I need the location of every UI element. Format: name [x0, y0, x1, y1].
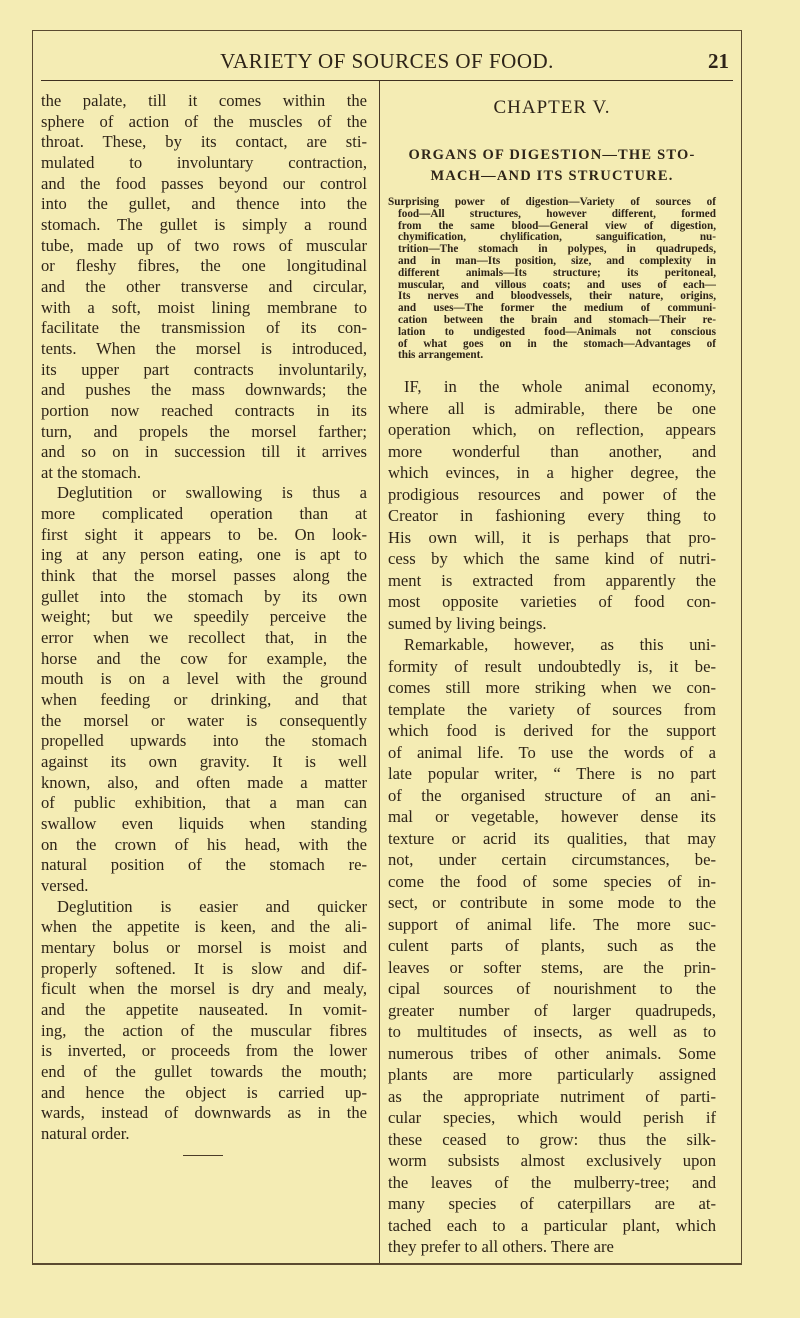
right-body: [388, 376, 716, 1258]
subheading-line: ORGANS OF DIGESTION—THE STO-: [408, 147, 696, 163]
summary-line: different animals—Its structure; its peritoneal,: [398, 266, 716, 279]
text-line: come the food of some species of in-: [388, 871, 716, 891]
text-line: not, under certain circumstances, be-: [388, 850, 716, 870]
summary-line: muscular, and villous coats; and uses of each—: [398, 278, 716, 291]
text-line: of the organised structure of an ani-: [388, 785, 716, 805]
summary-line: from the same blood—General view of digestion,: [398, 219, 716, 232]
text-line: leaves or softer stems, are the prin-: [388, 957, 716, 977]
text-line: sumed by living beings.: [388, 613, 547, 633]
paragraph: [41, 483, 367, 896]
text-line: ment is extracted from apparently the: [388, 570, 716, 590]
text-line: wards, instead of downwards as in the: [41, 1103, 367, 1123]
summary-line: cation between the brain and stomach—Their re-: [398, 313, 716, 326]
text-line: and so on in succession till it arrives: [41, 442, 367, 462]
text-line: comes still more striking when we con-: [388, 678, 716, 698]
summary-line: Surprising power of digestion—Variety of sources of: [388, 196, 716, 208]
text-line: these ceased to grow: thus the silk-: [388, 1129, 716, 1149]
text-line: cipal sources of nourishment to the: [388, 979, 716, 999]
text-line: mal or vegetable, however dense its: [388, 807, 716, 827]
text-line: and the food passes beyond our control: [41, 173, 367, 193]
text-line: the palate, till it comes within the: [41, 91, 367, 110]
text-line: propelled upwards into the stomach: [41, 731, 367, 751]
text-line: to multitudes of insects, as well as to: [388, 1022, 716, 1042]
text-line: is inverted, or proceeds from the lower: [41, 1041, 367, 1061]
right-column: [388, 89, 716, 1258]
paragraph: [388, 634, 716, 1258]
text-line: and the appetite nauseated. In vomit-: [41, 999, 367, 1019]
summary-line: Its nerves and bloodvessels, their nature, origins,: [398, 290, 716, 303]
text-line: where all is admirable, there be one: [388, 398, 716, 418]
summary-line: and in man—Its position, size, and complexity in: [398, 254, 716, 267]
summary-line: food—All structures, however different, formed: [398, 207, 716, 220]
summary-line: this arrangement.: [398, 349, 484, 362]
text-line: culent parts of plants, such as the: [388, 936, 716, 956]
section-end-dash: [183, 1155, 223, 1156]
text-line: properly softened. It is slow and dif-: [41, 958, 367, 978]
summary-line: of what goes on in the stomach—Advantages of: [398, 337, 716, 350]
text-line: late popular writer, “ There is no part: [388, 764, 716, 784]
text-line: operation which, on reflection, appears: [388, 420, 716, 440]
paragraph: [41, 897, 367, 1145]
text-line: weight; but we speedily perceive the: [41, 607, 367, 627]
left-column: [41, 91, 367, 1144]
text-line: natural position of the stomach re-: [41, 855, 367, 875]
text-line: they prefer to all others. There are: [388, 1237, 614, 1257]
text-line: which food is derived for the support: [388, 721, 716, 741]
chapter-title: CHAPTER V.: [493, 97, 611, 118]
subheading-line: MACH—AND ITS STRUCTURE.: [430, 168, 674, 184]
chapter-summary: [388, 197, 716, 362]
text-line: first sight it appears to be. On look-: [41, 524, 367, 544]
text-line: and hence the object is carried up-: [41, 1082, 367, 1102]
text-line: Creator in fashioning every thing to: [388, 506, 716, 526]
text-line: IF, in the whole animal economy,: [404, 377, 716, 397]
text-line: error when we recollect that, in the: [41, 628, 367, 648]
text-line: mouth is on a level with the ground: [41, 669, 367, 689]
text-line: known, also, and often made a matter: [41, 772, 367, 792]
summary-line: lation to undigested food—Animals not conscious: [398, 325, 716, 338]
text-line: tube, made up of two rows of muscular: [41, 235, 367, 255]
text-line: into the gullet, and thence into the: [41, 194, 367, 214]
text-line: horse and the cow for example, the: [41, 648, 367, 668]
text-line: throat. These, by its contact, are sti-: [41, 132, 367, 152]
text-line: more complicated operation than at: [41, 504, 367, 524]
text-line: of public exhibition, that a man can: [41, 793, 367, 813]
text-line: at the stomach.: [41, 462, 141, 482]
text-line: formity of result undoubtedly is, it be-: [388, 656, 716, 676]
text-line: when feeding or drinking, and that: [41, 690, 367, 710]
text-line: ing at any person eating, one is apt to: [41, 545, 367, 565]
text-line: natural order.: [41, 1123, 130, 1143]
paragraph: [388, 376, 716, 634]
text-line: sphere of action of the muscles of the: [41, 111, 367, 131]
page-frame: [32, 30, 742, 1265]
text-line: Deglutition or swallowing is thus a: [57, 483, 367, 503]
text-line: template the variety of sources from: [388, 699, 716, 719]
text-line: ing, the action of the muscular fibres: [41, 1020, 367, 1040]
text-line: facilitate the transmission of its con-: [41, 318, 367, 338]
text-line: versed.: [41, 875, 89, 895]
text-line: His own will, it is perhaps that pro-: [388, 527, 716, 547]
summary-line: chymification, chylification, sanguification, nu-: [398, 231, 716, 244]
running-title: VARIETY OF SOURCES OF FOOD.: [220, 49, 554, 73]
text-line: and the other transverse and circular,: [41, 276, 367, 296]
text-line: of animal life. To use the words of a: [388, 742, 716, 762]
text-line: tached each to a particular plant, which: [388, 1215, 716, 1235]
text-line: sect, or contribute in some mode to the: [388, 893, 716, 913]
text-line: worm subsists almost exclusively upon: [388, 1151, 716, 1171]
text-line: against its own gravity. It is well: [41, 752, 367, 771]
text-line: most opposite varieties of food con-: [388, 592, 716, 612]
text-line: greater number of larger quadrupeds,: [388, 1000, 716, 1020]
text-line: the morsel or water is consequently: [41, 710, 367, 730]
text-line: tents. When the morsel is introduced,: [41, 338, 367, 358]
text-line: support of animal life. The more suc-: [388, 914, 716, 934]
text-line: ficult when the morsel is dry and mealy,: [41, 979, 367, 999]
text-line: stomach. The gullet is simply a round: [41, 214, 367, 234]
paragraph: [41, 91, 367, 483]
text-line: texture or acrid its qualities, that may: [388, 828, 716, 848]
text-line: or fleshy fibres, the one longitudinal: [41, 256, 367, 276]
text-line: turn, and propels the morsel farther;: [41, 421, 367, 441]
column-divider: [379, 81, 380, 1263]
text-line: Remarkable, however, as this uni-: [404, 635, 716, 655]
chapter-subheading: [388, 145, 716, 187]
summary-line: trition—The stomach in polypes, in quadrupeds,: [398, 243, 716, 256]
text-line: gullet into the stomach by its own: [41, 586, 367, 606]
text-line: and pushes the mass downwards; the: [41, 380, 367, 400]
text-line: more wonderful than another, and: [388, 441, 716, 461]
text-line: cess by which the same kind of nutri-: [388, 549, 716, 569]
text-line: its upper part contracts involuntarily,: [41, 359, 367, 379]
text-line: think that the morsel passes along the: [41, 566, 367, 586]
text-line: as the appropriate nutriment of parti-: [388, 1086, 716, 1106]
running-header: [33, 43, 741, 73]
text-line: which evinces, in a higher degree, the: [388, 463, 716, 483]
text-line: with a soft, moist lining membrane to: [41, 297, 367, 317]
text-line: end of the gullet towards the mouth;: [41, 1061, 367, 1081]
text-line: mulated to involuntary contraction,: [41, 152, 367, 172]
text-line: numerous tribes of other animals. Some: [388, 1043, 716, 1063]
text-line: portion now reached contracts in its: [41, 400, 367, 420]
text-line: on the crown of his head, with the: [41, 834, 367, 854]
text-line: mentary bolus or morsel is moist and: [41, 937, 367, 957]
header-rule: [41, 80, 733, 81]
text-line: swallow even liquids when standing: [41, 813, 367, 833]
text-line: prodigious resources and power of the: [388, 484, 716, 504]
text-line: the leaves of the mulberry-tree; and: [388, 1172, 716, 1192]
text-line: when the appetite is keen, and the ali-: [41, 917, 367, 937]
text-line: many species of caterpillars are at-: [388, 1194, 716, 1214]
text-line: cular species, which would perish if: [388, 1108, 716, 1128]
page-number: 21: [708, 49, 729, 73]
text-line: Deglutition is easier and quicker: [57, 896, 367, 916]
text-line: plants are more particularly assigned: [388, 1065, 716, 1085]
summary-line: and uses—The former the medium of communi-: [398, 302, 716, 315]
